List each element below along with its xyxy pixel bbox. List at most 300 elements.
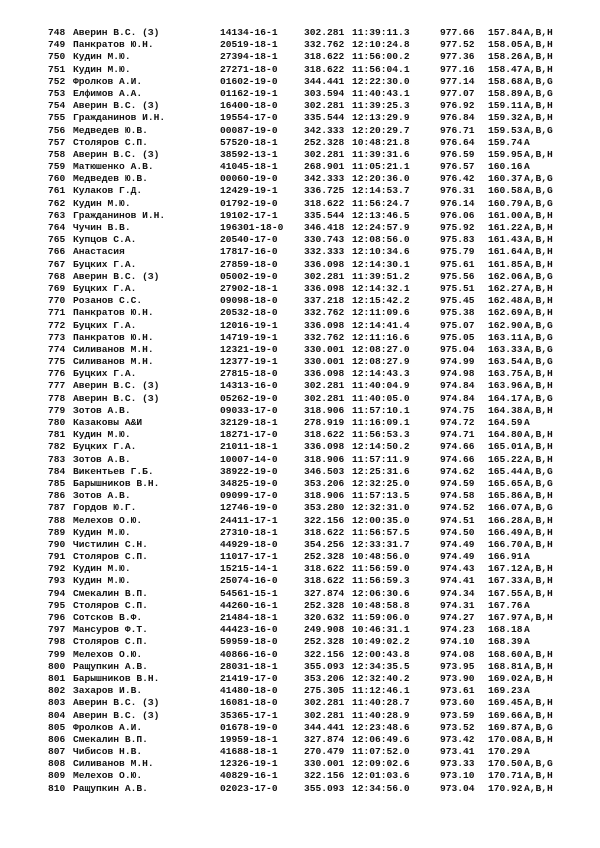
distance: 354.256 (304, 538, 345, 550)
ring-number: 09033-17-0 (220, 404, 278, 416)
category-flags: A (524, 136, 530, 148)
row-number: 753 (48, 87, 66, 99)
category-flags: A,B,G (524, 465, 553, 477)
coefficient: 170.29 (488, 746, 523, 758)
category-flags: A,B,H (524, 307, 553, 319)
ring-number: 17817-16-0 (220, 246, 278, 258)
speed: 974.41 (440, 575, 475, 587)
owner-name: Купцов С.А. (73, 234, 137, 246)
coefficient: 169.87 (488, 721, 523, 733)
row-number: 807 (48, 746, 66, 758)
arrival-time: 12:08:27.0 (352, 343, 410, 355)
category-flags: A,B,H (524, 368, 553, 380)
speed: 976.84 (440, 112, 475, 124)
speed: 974.23 (440, 624, 475, 636)
row-number: 769 (48, 282, 66, 294)
owner-name: Мелехов О.Ю. (73, 648, 143, 660)
speed: 973.60 (440, 697, 475, 709)
category-flags: A,B,G (524, 197, 553, 209)
coefficient: 165.22 (488, 453, 523, 465)
speed: 976.42 (440, 173, 475, 185)
row-number: 764 (48, 222, 66, 233)
distance: 353.280 (304, 502, 345, 514)
ring-number: 34825-19-0 (220, 477, 278, 489)
arrival-time: 12:32:25.0 (352, 477, 410, 489)
distance: 252.328 (304, 599, 345, 611)
distance: 332.762 (304, 307, 345, 319)
owner-name: Аверин В.С. (З) (73, 697, 160, 709)
ring-number: 25074-16-0 (220, 575, 278, 587)
ring-number: 14313-16-0 (220, 380, 278, 392)
distance: 337.218 (304, 295, 345, 307)
arrival-time: 11:40:04.9 (352, 380, 410, 392)
category-flags: A (524, 599, 530, 611)
owner-name: Кудин М.Ю. (73, 197, 131, 209)
row-number: 750 (48, 51, 66, 63)
distance: 318.622 (304, 429, 345, 441)
arrival-time: 11:56:59.3 (352, 575, 410, 587)
coefficient: 170.92 (488, 782, 523, 794)
distance: 336.098 (304, 368, 345, 380)
distance: 330.001 (304, 758, 345, 770)
distance: 322.156 (304, 648, 345, 660)
ring-number: 27902-18-1 (220, 282, 278, 294)
category-flags: A,B,H (524, 209, 553, 221)
row-number: 775 (48, 356, 66, 368)
ring-number: 20540-17-0 (220, 234, 278, 246)
arrival-time: 12:14:41.4 (352, 319, 410, 331)
speed: 974.49 (440, 538, 475, 550)
ring-number: 20532-18-0 (220, 307, 278, 319)
coefficient: 169.45 (488, 697, 523, 709)
distance: 336.725 (304, 185, 345, 197)
speed: 973.41 (440, 746, 475, 758)
category-flags: A,B,G (524, 356, 553, 368)
row-number: 800 (48, 660, 66, 672)
distance: 330.743 (304, 234, 345, 246)
distance: 330.001 (304, 356, 345, 368)
row-number: 773 (48, 331, 66, 343)
speed: 974.49 (440, 551, 475, 563)
category-flags: A,B,H (524, 697, 553, 709)
category-flags: A,B,H (524, 51, 553, 63)
speed: 974.72 (440, 417, 475, 428)
speed: 974.34 (440, 587, 475, 599)
row-number: 766 (48, 246, 66, 258)
distance: 270.479 (304, 746, 345, 758)
arrival-time: 12:20:36.0 (352, 173, 410, 185)
owner-name: Фролков А.И. (73, 75, 143, 87)
category-flags: A,B,H (524, 514, 553, 526)
owner-name: Чучин В.В. (73, 222, 131, 233)
arrival-time: 12:34:35.5 (352, 660, 410, 672)
row-number: 808 (48, 758, 66, 770)
arrival-time: 11:56:04.1 (352, 63, 410, 75)
speed: 977.07 (440, 87, 475, 99)
speed: 974.50 (440, 526, 475, 538)
distance: 330.001 (304, 343, 345, 355)
category-flags: A,B,G (524, 392, 553, 404)
speed: 975.79 (440, 246, 475, 258)
arrival-time: 12:14:32.1 (352, 282, 410, 294)
arrival-time: 12:10:34.6 (352, 246, 410, 258)
owner-name: Ращупкин А.В. (73, 782, 148, 794)
owner-name: Аверин В.С. (З) (73, 148, 160, 160)
coefficient: 160.37 (488, 173, 523, 185)
row-number: 781 (48, 429, 66, 441)
distance: 335.544 (304, 112, 345, 124)
ring-number: 27271-18-0 (220, 63, 278, 75)
speed: 975.38 (440, 307, 475, 319)
coefficient: 160.79 (488, 197, 523, 209)
arrival-time: 11:05:21.1 (352, 161, 410, 173)
category-flags: A,B,H (524, 148, 553, 160)
ring-number: 12016-19-1 (220, 319, 278, 331)
coefficient: 169.23 (488, 685, 523, 697)
owner-name: Зотов А.В. (73, 404, 131, 416)
row-number: 765 (48, 234, 66, 246)
ring-number: 27815-18-0 (220, 368, 278, 380)
arrival-time: 10:49:02.2 (352, 636, 410, 648)
owner-name: Смекалин В.П. (73, 587, 148, 599)
speed: 974.51 (440, 514, 475, 526)
distance: 318.622 (304, 197, 345, 209)
owner-name: Столяров С.П. (73, 636, 148, 648)
owner-name: Мелехов О.Ю. (73, 770, 143, 782)
arrival-time: 12:13:46.5 (352, 209, 410, 221)
category-flags: A,B,H (524, 672, 553, 684)
owner-name: Столяров С.П. (73, 551, 148, 563)
category-flags: A,B,H (524, 660, 553, 672)
coefficient: 164.80 (488, 429, 523, 441)
speed: 977.52 (440, 39, 475, 51)
ring-number: 10007-14-0 (220, 453, 278, 465)
coefficient: 160.16 (488, 161, 523, 173)
speed: 975.51 (440, 282, 475, 294)
coefficient: 163.33 (488, 343, 523, 355)
ring-number: 57520-18-1 (220, 136, 278, 148)
category-flags: A,B,H (524, 453, 553, 465)
row-number: 790 (48, 538, 66, 550)
distance: 268.901 (304, 161, 345, 173)
owner-name: Буцких Г.А. (73, 441, 137, 453)
ring-number: 12429-19-1 (220, 185, 278, 197)
distance: 252.328 (304, 551, 345, 563)
row-number: 779 (48, 404, 66, 416)
row-number: 772 (48, 319, 66, 331)
row-number: 780 (48, 417, 66, 428)
distance: 355.093 (304, 782, 345, 794)
speed: 976.92 (440, 100, 475, 112)
distance: 336.098 (304, 319, 345, 331)
coefficient: 164.17 (488, 392, 523, 404)
ring-number: 44423-16-0 (220, 624, 278, 636)
arrival-time: 12:01:03.6 (352, 770, 410, 782)
ring-number: 59959-18-0 (220, 636, 278, 648)
category-flags: A,B,H (524, 100, 553, 112)
speed: 977.16 (440, 63, 475, 75)
row-number: 749 (48, 39, 66, 51)
ring-number: 12377-19-1 (220, 356, 278, 368)
owner-name: Медведев Ю.В. (73, 173, 148, 185)
speed: 976.31 (440, 185, 475, 197)
ring-number: 01602-19-0 (220, 75, 278, 87)
speed: 973.33 (440, 758, 475, 770)
owner-name: Буцких Г.А. (73, 282, 137, 294)
distance: 318.622 (304, 63, 345, 75)
distance: 318.622 (304, 563, 345, 575)
ring-number: 40866-16-0 (220, 648, 278, 660)
coefficient: 161.85 (488, 258, 523, 270)
category-flags: A,B,H (524, 380, 553, 392)
distance: 302.281 (304, 697, 345, 709)
coefficient: 168.60 (488, 648, 523, 660)
category-flags: A,B,H (524, 526, 553, 538)
distance: 302.281 (304, 380, 345, 392)
arrival-time: 11:40:28.9 (352, 709, 410, 721)
arrival-time: 11:56:24.7 (352, 197, 410, 209)
ring-number: 15215-14-1 (220, 563, 278, 575)
arrival-time: 12:08:27.9 (352, 356, 410, 368)
arrival-time: 12:23:48.6 (352, 721, 410, 733)
owner-name: Зотов А.В. (73, 453, 131, 465)
distance: 327.874 (304, 587, 345, 599)
ring-number: 27394-18-1 (220, 51, 278, 63)
speed: 973.04 (440, 782, 475, 794)
coefficient: 161.22 (488, 222, 523, 233)
speed: 976.06 (440, 209, 475, 221)
speed: 975.56 (440, 270, 475, 282)
distance: 353.206 (304, 672, 345, 684)
ring-number: 28031-18-1 (220, 660, 278, 672)
distance: 302.281 (304, 100, 345, 112)
arrival-time: 10:48:56.0 (352, 551, 410, 563)
ring-number: 12321-19-0 (220, 343, 278, 355)
row-number: 761 (48, 185, 66, 197)
owner-name: Гордов Ю.Г. (73, 502, 137, 514)
category-flags: A,B,H (524, 112, 553, 124)
category-flags: A,B,H (524, 575, 553, 587)
owner-name: Барышников В.Н. (73, 477, 160, 489)
arrival-time: 11:40:05.0 (352, 392, 410, 404)
category-flags: A,B,H (524, 490, 553, 502)
speed: 974.10 (440, 636, 475, 648)
coefficient: 165.65 (488, 477, 523, 489)
distance: 344.441 (304, 75, 345, 87)
arrival-time: 12:00:35.0 (352, 514, 410, 526)
speed: 974.71 (440, 429, 475, 441)
arrival-time: 12:09:02.6 (352, 758, 410, 770)
owner-name: Гражданинов И.Н. (73, 209, 166, 221)
ring-number: 00087-19-0 (220, 124, 278, 136)
coefficient: 166.49 (488, 526, 523, 538)
distance: 322.156 (304, 514, 345, 526)
row-number: 799 (48, 648, 66, 660)
distance: 318.622 (304, 526, 345, 538)
row-number: 802 (48, 685, 66, 697)
ring-number: 41480-18-0 (220, 685, 278, 697)
coefficient: 158.05 (488, 39, 523, 51)
coefficient: 170.50 (488, 758, 523, 770)
category-flags: A,B,G (524, 270, 553, 282)
arrival-time: 11:57:10.1 (352, 404, 410, 416)
distance: 252.328 (304, 636, 345, 648)
ring-number: 21484-18-1 (220, 612, 278, 623)
owner-name: Ращупкин А.В. (73, 660, 148, 672)
category-flags: A,B,H (524, 709, 553, 721)
coefficient: 167.55 (488, 587, 523, 599)
speed: 973.90 (440, 672, 475, 684)
distance: 342.333 (304, 124, 345, 136)
owner-name: Кудин М.Ю. (73, 563, 131, 575)
row-number: 751 (48, 63, 66, 75)
row-number: 803 (48, 697, 66, 709)
row-number: 756 (48, 124, 66, 136)
coefficient: 161.64 (488, 246, 523, 258)
arrival-time: 12:10:24.8 (352, 39, 410, 51)
coefficient: 159.74 (488, 136, 523, 148)
ring-number: 12326-19-1 (220, 758, 278, 770)
coefficient: 170.08 (488, 733, 523, 745)
row-number: 760 (48, 173, 66, 185)
arrival-time: 12:11:16.6 (352, 331, 410, 343)
row-number: 748 (48, 27, 66, 38)
ring-number: 02023-17-0 (220, 782, 278, 794)
ring-number: 38592-13-1 (220, 148, 278, 160)
owner-name: Кулаков Г.Д. (73, 185, 143, 197)
ring-number: 14134-16-1 (220, 27, 278, 38)
ring-number: 20519-18-1 (220, 39, 278, 51)
arrival-time: 11:40:43.1 (352, 87, 410, 99)
speed: 975.45 (440, 295, 475, 307)
ring-number: 16400-18-0 (220, 100, 278, 112)
coefficient: 158.68 (488, 75, 523, 87)
category-flags: A,B,H (524, 441, 553, 453)
category-flags: A,B,G (524, 343, 553, 355)
owner-name: Силиванов М.Н. (73, 343, 154, 355)
speed: 974.84 (440, 392, 475, 404)
row-number: 786 (48, 490, 66, 502)
arrival-time: 10:46:31.1 (352, 624, 410, 636)
distance: 327.874 (304, 733, 345, 745)
owner-name: Аверин В.С. (З) (73, 709, 160, 721)
coefficient: 163.54 (488, 356, 523, 368)
arrival-time: 12:14:30.1 (352, 258, 410, 270)
owner-name: Смекалин В.П. (73, 733, 148, 745)
owner-name: Розанов С.С. (73, 295, 143, 307)
row-number: 789 (48, 526, 66, 538)
owner-name: Фролков А.И. (73, 721, 143, 733)
distance: 355.093 (304, 660, 345, 672)
speed: 973.42 (440, 733, 475, 745)
row-number: 782 (48, 441, 66, 453)
distance: 332.333 (304, 246, 345, 258)
arrival-time: 11:39:11.3 (352, 27, 410, 38)
owner-name: Зотов А.В. (73, 490, 131, 502)
owner-name: Казаковы А&И (73, 417, 143, 428)
row-number: 755 (48, 112, 66, 124)
category-flags: A,B,H (524, 648, 553, 660)
distance: 353.206 (304, 477, 345, 489)
coefficient: 157.84 (488, 27, 523, 38)
distance: 249.908 (304, 624, 345, 636)
category-flags: A,B,G (524, 758, 553, 770)
arrival-time: 10:48:58.8 (352, 599, 410, 611)
category-flags: A,B,H (524, 63, 553, 75)
row-number: 776 (48, 368, 66, 380)
row-number: 770 (48, 295, 66, 307)
row-number: 791 (48, 551, 66, 563)
category-flags: A,B,H (524, 770, 553, 782)
coefficient: 158.89 (488, 87, 523, 99)
owner-name: Медведев Ю.В. (73, 124, 148, 136)
ring-number: 32129-18-1 (220, 417, 278, 428)
speed: 977.36 (440, 51, 475, 63)
arrival-time: 12:22:30.0 (352, 75, 410, 87)
ring-number: 19102-17-1 (220, 209, 278, 221)
arrival-time: 12:06:30.6 (352, 587, 410, 599)
owner-name: Кудин М.Ю. (73, 51, 131, 63)
coefficient: 160.58 (488, 185, 523, 197)
ring-number: 40829-16-1 (220, 770, 278, 782)
ring-number: 18271-17-0 (220, 429, 278, 441)
speed: 974.31 (440, 599, 475, 611)
row-number: 798 (48, 636, 66, 648)
owner-name: Кудин М.Ю. (73, 526, 131, 538)
arrival-time: 12:24:57.9 (352, 222, 410, 233)
coefficient: 167.97 (488, 612, 523, 623)
arrival-time: 11:56:53.3 (352, 429, 410, 441)
ring-number: 16081-18-0 (220, 697, 278, 709)
speed: 974.84 (440, 380, 475, 392)
row-number: 768 (48, 270, 66, 282)
arrival-time: 11:16:09.1 (352, 417, 410, 428)
ring-number: 24411-17-1 (220, 514, 278, 526)
category-flags: A (524, 417, 530, 428)
distance: 346.418 (304, 222, 345, 233)
row-number: 759 (48, 161, 66, 173)
category-flags: A,B,G (524, 87, 553, 99)
distance: 318.906 (304, 490, 345, 502)
owner-name: Захаров И.В. (73, 685, 143, 697)
coefficient: 161.00 (488, 209, 523, 221)
owner-name: Кудин М.Ю. (73, 63, 131, 75)
speed: 973.52 (440, 721, 475, 733)
ring-number: 05002-19-0 (220, 270, 278, 282)
category-flags: A,B,G (524, 721, 553, 733)
arrival-time: 11:39:25.3 (352, 100, 410, 112)
coefficient: 163.96 (488, 380, 523, 392)
coefficient: 161.43 (488, 234, 523, 246)
ring-number: 05262-19-0 (220, 392, 278, 404)
arrival-time: 11:56:00.2 (352, 51, 410, 63)
speed: 976.71 (440, 124, 475, 136)
arrival-time: 12:06:49.6 (352, 733, 410, 745)
owner-name: Кудин М.Ю. (73, 429, 131, 441)
coefficient: 159.95 (488, 148, 523, 160)
distance: 302.281 (304, 148, 345, 160)
ring-number: 09099-17-0 (220, 490, 278, 502)
arrival-time: 12:14:50.2 (352, 441, 410, 453)
distance: 302.281 (304, 270, 345, 282)
ring-number: 19959-18-1 (220, 733, 278, 745)
owner-name: Елфимов А.А. (73, 87, 143, 99)
owner-name: Сотсков В.Ф. (73, 612, 143, 623)
owner-name: Викентьев Г.Б. (73, 465, 154, 477)
category-flags: A,B,H (524, 538, 553, 550)
ring-number: 09098-18-0 (220, 295, 278, 307)
ring-number: 01792-19-0 (220, 197, 278, 209)
